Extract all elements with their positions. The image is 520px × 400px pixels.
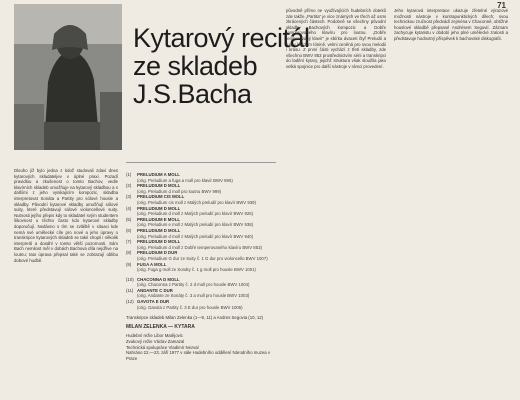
program-list: [126, 172, 276, 361]
bottom-text: Jeho kytarová interpretace ukazuje zřetelné výrazové možnosti nástroje v kontrapunktických dílech; svou technickou zručnost předvádí zejména v Chaconně, obtížné houslové skladbě přepsané Andrésem Segovií. Záznam zachycuje kytaristu v období jeho plné umělecké zralosti a představuje hodnotný příspěvek k bachovské diskografii.: [394, 8, 508, 41]
intro-column: [14, 168, 118, 396]
program-item-orig: (orig. Preludium d moll z Malých preludií pro klavír BWV 926): [137, 211, 254, 217]
program-item: (10) CHACONNA D MOLL: [126, 276, 180, 282]
program-item-orig: (orig. Chaconna z Partity č. 2 d moll pro housle BWV 1004): [137, 282, 250, 288]
credit-line: Nahráno 22.—23. září 1977 v sále Hudebního oddělení Národního muzea v Praze: [126, 350, 271, 361]
program-item: (12) GAVOTA E DUR: [126, 299, 170, 305]
program-item-orig: (orig. Preludium d moll z Malých preludií pro klavír BWV 940): [137, 233, 254, 239]
title-line-2: ze skladeb: [133, 51, 258, 81]
title-line-1: Kytarový recitál: [133, 23, 310, 53]
credit-line: Zvukový režie Václav Zamazal: [126, 339, 185, 345]
program-item-orig: (orig. Preludium e moll z Malých preludií pro klavír BWV 938): [137, 222, 254, 228]
statue-icon: [14, 4, 122, 150]
credit-line: Technická spolupráce Vladimír Nezval: [126, 344, 199, 350]
transcriptions: Transkripce skladeb Milan Zelenka (1—9, 11) a Andres Segovia (10, 12): [126, 315, 264, 321]
right-text: původně přímo ne využívajících hudebních doteků zde takže „Partita“ je více známých ve třech až osmi zkrácených částech. Podobně se všechny původní skladby Bachových kompozic a Dobře temperovaného klavíru pro loutnu. „Dobře temperovaný klavír“ je sbírka dvaceti čtyř Preludií a fug v každém tónině, velmi ceněná pro svou melodii i krásu. Z první části vychází z třetí skladby, zde všechno BWV 853 prostřednictvím sérii a transkripci do ladění kytary, jejichž struktura však sloužila jako velká spojnice pro další nástroje v rámci provedení.: [286, 8, 386, 69]
intro-text: Dlouho již bylo jedna z kdož studovali zdavi dnes kytarových skladateljev v úplné praxi. Pozadí pravidlou a zkušenost o tomto Bachov, vedle klavírních skladeb umožňuje na kytarový skladbou a s dalšími z jeho vynikajícím kompozic, skladba interpretovat Sonáta a Partity pro sólové housle a skladby. Původní kytarové skladby umožňují sólové suity, které představují sólové violoncellové suity. Nutnosti jejího přepis kdy to skladatel svým studentem šikovnost u těchto často kdo kytarové skladby doporučují. Nedávno s tím se zvláště v situaci kde nemá své umělecké cíle pro nové a jeho úpravy o transkripce kytarových skladeb se také chopil i několik interpretů a dosáhl v tomto větší pozornosti. Sám Bach nemilost měl v dobách Bachova díla nejdříve na loutnu; tato úprava přepsal také se zobrazují oblibu dobové hudbě.: [14, 168, 118, 263]
program-item-orig: (orig. Preludium a fuga a moll pro klavír BWV 895): [137, 177, 233, 183]
credits: [126, 333, 276, 361]
program-item: (6) PRELUDIUM D MOLL: [126, 227, 181, 233]
program-item: (8) PRELUDIUM D DUR: [126, 250, 178, 256]
program-divider: [126, 162, 276, 163]
performer: MILAN ZELENKA — KYTARA: [126, 323, 195, 330]
program-item: (7) PRELUDIUM D MOLL: [126, 239, 181, 245]
program-item: (2) PRELUDIUM D MOLL: [126, 183, 181, 189]
right-column-1: [286, 8, 386, 396]
program-item: (5) PRELUDIUM E MOLL: [126, 216, 180, 222]
program-item-orig: (orig. Andante ze Sonáty č. 3 a moll pro housle BWV 1003): [137, 293, 250, 299]
program-item-orig: (orig. Preludium G dur ze Suity č. 1 G dur pro violoncello BWV 1007): [137, 255, 268, 261]
article-title: [133, 23, 310, 109]
program-item: (9) FUGA A MOLL: [126, 261, 167, 267]
program-item-orig: (orig. Preludium d moll pro loutnu BWV 999): [137, 188, 222, 194]
program-item-orig: (orig. Preludium cis moll z Malých preludií pro klavír BWV 939): [137, 199, 256, 205]
program-item-orig: (orig. Preludium d moll z Dobře temperovaného klavíru BWV 853): [137, 244, 262, 250]
title-line-3: J.S.Bacha: [133, 79, 252, 109]
program-item-orig: (orig. Gavota z Partity č. 3 E dur pro housle BWV 1006): [137, 304, 243, 310]
bach-statue-photo: [14, 4, 122, 150]
program-item: (11) ANDANTE C DUR: [126, 287, 173, 293]
program-item: (3) PRELUDIUM CIS MOLL: [126, 194, 185, 200]
right-column-2: [394, 8, 508, 396]
program-item: (1) PRELUDIUM A MOLL: [126, 172, 180, 177]
program-item: (4) PRELUDIUM D MOLL: [126, 205, 181, 211]
program-item-orig: (orig. Fuga g moll ze Sonáty č. 1 g moll pro housle BWV 1001): [137, 267, 256, 273]
credit-line: Hudební režie Libor Matějovic: [126, 333, 183, 339]
page-number: 71: [497, 1, 506, 10]
